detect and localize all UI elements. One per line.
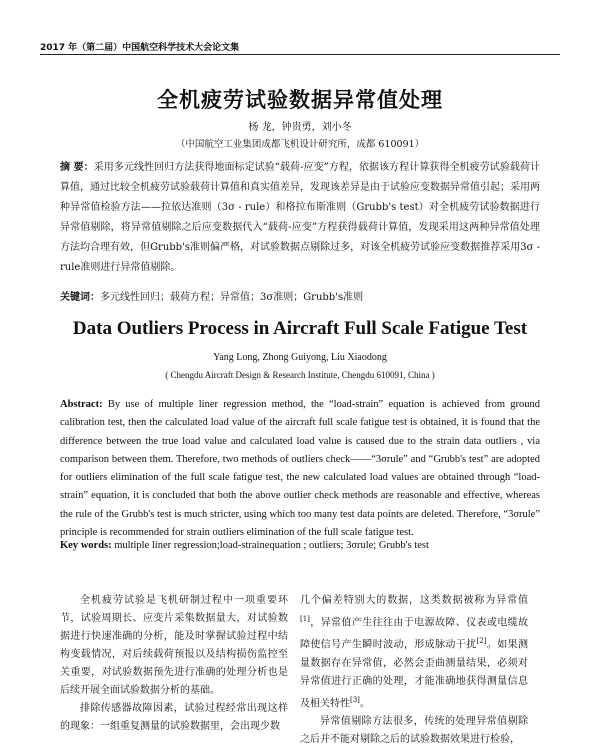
body-text: ，异常值产生往往由于电源故障、仪表或电缆故障使信号产生瞬时波动，形成脉动干扰 xyxy=(300,617,528,651)
running-header: 2017 年（第二届）中国航空科学技术大会论文集 xyxy=(40,43,240,53)
chinese-keywords xyxy=(60,288,540,303)
body-paragraph xyxy=(300,592,528,713)
english-keywords-label: Key words: xyxy=(60,540,112,551)
body-paragraph: 异常值剔除方法很多，传统的处理异常值剔除之后并不能对剔除之后的试验数据效果进行检验， xyxy=(300,715,528,745)
chinese-authors: 杨 龙，钟贵勇，刘小冬 xyxy=(248,122,352,133)
chinese-keywords-label: 关键词： xyxy=(60,292,100,303)
english-affiliation: ( Chengdu Aircraft Design & Research Institute, Chengdu 610091, China ) xyxy=(165,370,435,380)
english-keywords-text: multiple liner regression;load-strainequation ; outliers; 3σrule; Grubb's test xyxy=(114,540,429,551)
body-text: 几个偏差特别大的数据，这类数据被称为异常值 xyxy=(300,595,528,606)
chinese-title: 全机疲劳试验数据异常值处理 xyxy=(157,88,443,112)
chinese-affiliation: （中国航空工业集团成都飞机设计研究所，成都 610091） xyxy=(175,139,425,150)
header-rule xyxy=(40,54,560,55)
body-right-column xyxy=(300,592,528,749)
chinese-abstract xyxy=(60,158,540,278)
english-keywords xyxy=(60,540,540,551)
citation-2: [2] xyxy=(476,637,487,646)
english-abstract xyxy=(60,396,540,542)
body-paragraph: 排除传感器故障因素，试验过程经常出现这样的现象：一组重复测量的试验数据里，会出现少数 xyxy=(60,703,288,732)
body-left-column xyxy=(60,592,288,736)
citation-1: [1] xyxy=(300,615,310,623)
body-paragraph: 全机疲劳试验是飞机研制过程中一项重要环节，试验周期长、应变片采集数据量大，对试验数据进行快速准确的分析，能及时掌握试验过程中结构变载情况，对后续载荷预报以及结构损伤监控至关重要，对试验数据预先进行准确的处理分析也是后续开展全面试验数据分析的基础。 xyxy=(60,595,288,696)
english-abstract-text: By use of multiple liner regression method, the “load-strain” equation is achieved from ground calibration test, then the calculated load value of the aircraft full scale fatigue test is obtained, it is found that the difference between the true load value and calculated load value is caused due to the strain data outliers , via comparison between them. Therefore, two methods of outliers check——“3σrule” and “Grubb's test” are adopted for outliers elimination of the full scale fatigue test, the new calculated load values are obtained through “load-strain” equation, it is concluded that both the above outlier check methods are reasonable and effective, whereas the rule of the Grubb's test is much stricter, using which too many test data points are deleted. Therefore, “3σrule” principle is recommended for strain outliers elimination of the full scale fatigue test. xyxy=(60,399,540,539)
body-text: 。 xyxy=(359,697,370,709)
chinese-abstract-text: 采用多元线性回归方法获得地面标定试验“载荷-应变”方程，依据该方程计算获得全机疲劳试验载荷计算值，通过比较全机疲劳试验载荷计算值和真实值差异，发现该差异是由于试验应变数据异常值引起；采用两种异常值检验方法——拉依达准则（3σ - rule）和格拉布斯准则（Grubb's test）对全机疲劳试验数据进行异常值剔除，将异常值剔除之后应变数据代入“载荷-应变”方程获得载荷计算值，发现采用这两种异常值处理方法均合理有效，但Grubb's准则偏严格，对试验数据点剔除过多，对该全机疲劳试验应变数据推荐采用3σ - rule准则进行异常值剔除。 xyxy=(60,162,540,273)
english-abstract-label: Abstract: xyxy=(60,399,103,410)
english-authors: Yang Long, Zhong Guiyong, Liu Xiaodong xyxy=(213,352,387,363)
chinese-abstract-label: 摘 要： xyxy=(60,162,94,173)
citation-3: [3] xyxy=(350,695,360,704)
english-title: Data Outliers Process in Aircraft Full Scale Fatigue Test xyxy=(72,318,528,339)
chinese-keywords-text: 多元线性回归；载荷方程；异常值；3σ准则；Grubb's准则 xyxy=(100,292,364,303)
body-text: 。如果测量数据存在异常值，必然会歪曲测量结果，必须对异常值进行正确的处理，才能准确地获得测量信息及相关特性 xyxy=(300,639,529,709)
